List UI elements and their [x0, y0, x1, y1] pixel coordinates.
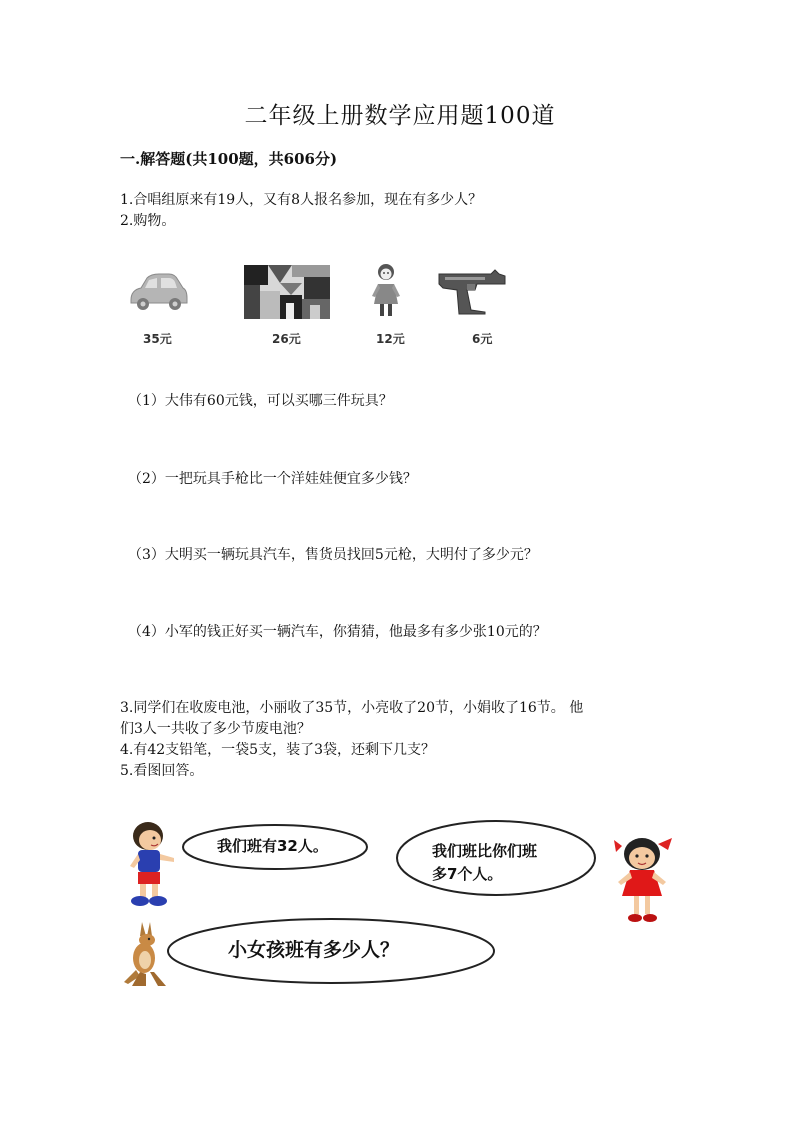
question-3-line-2: 们3人一共收了多少节废电池？: [120, 721, 311, 737]
girl-speech-text-line-1: 我们班比你们班: [432, 842, 538, 860]
kangaroo-speech-text: 小女孩班有多少人？: [228, 939, 400, 961]
blocks-price: 26元: [272, 332, 301, 346]
kangaroo-cartoon-image: [118, 920, 172, 990]
gun-price: 6元: [472, 332, 493, 346]
question-1: 1.合唱组原来有19人，又有8人报名参加，现在有多少人？: [120, 192, 483, 208]
question-2-part-1: （1）大伟有60元钱，可以买哪三件玩具？: [128, 393, 393, 409]
page-title: 二年级上册数学应用题100道: [244, 103, 556, 129]
question-4: 4.有42支铅笔，一袋5支，装了3袋，还剩下几支？: [120, 742, 435, 758]
question-2-part-4: （4）小军的钱正好买一辆汽车，你猜猜，他最多有多少张10元的？: [128, 624, 547, 640]
question-2: 2.购物。: [120, 213, 176, 229]
question-2-part-2: （2）一把玩具手枪比一个洋娃娃便宜多少钱？: [128, 471, 417, 487]
girl-speech-text-line-2: 多7个人。: [432, 865, 503, 883]
question-3-line-1: 3.同学们在收废电池，小丽收了35节，小亮收了20节，小娟收了16节。 他: [120, 700, 584, 716]
doll-price: 12元: [376, 332, 405, 346]
toy-doll-image: [368, 262, 404, 320]
boy-cartoon-image: [122, 818, 182, 908]
toy-blocks-image: [244, 265, 330, 319]
toy-gun-image: [437, 268, 507, 316]
car-price: 35元: [143, 332, 172, 346]
section-heading: 一.解答题(共100题，共606分): [120, 150, 338, 168]
question-2-part-3: （3）大明买一辆玩具汽车，售货员找回5元枪，大明付了多少元？: [128, 547, 538, 563]
boy-speech-text: 我们班有32人。: [217, 837, 328, 855]
girl-cartoon-image: [612, 832, 676, 928]
question-5: 5.看图回答。: [120, 763, 204, 779]
toy-car-image: [125, 270, 191, 318]
